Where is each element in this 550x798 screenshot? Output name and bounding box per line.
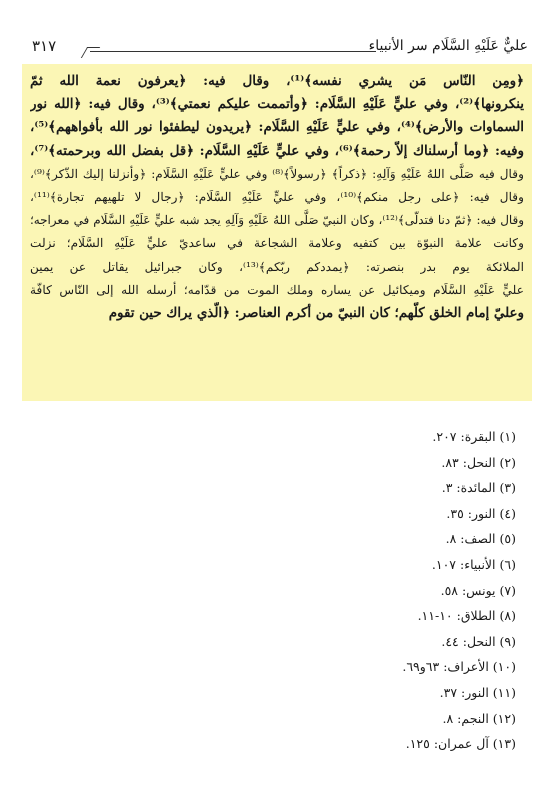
footnote: (١٣) آل عمران: ١٢٥. [405,736,516,752]
header-rule [90,51,376,52]
footnotes-list [216,424,516,757]
text-line: وقال فيه: ﴿على رجل منكم﴾⁽¹⁰⁾، وفي عليٍّ عَلَيْهِ السَّلَام: ﴿رجال لا تلهيهم تجارة﴾⁽¹¹⁾، [30,189,524,204]
footnote: (٦) الأنبياء: ١٠٧. [431,556,516,572]
text-line: وعليّ إمام الخلق كلّهم؛ كان النبيّ من أكرم العناصر: ﴿الّذي يراك حين تقوم [108,304,524,321]
footnote: (٣) المائدة: ٣. [441,480,516,496]
text-line: وفيه: ﴿وما أرسلناك إلاّ رحمة﴾⁽⁶⁾، وفي عليٍّ عَلَيْهِ السَّلَام: ﴿قل بفضل الله وبرحمته﴾⁽⁷⁾، [30,142,524,159]
footnote: (١١) النور: ٣٧. [439,684,516,700]
running-title: عليٌّ عَلَيْهِ السَّلَام سر الأنبياء [368,38,528,54]
text-line: عليٍّ عَلَيْهِ السَّلَام وميكائيل عن يساره وملك الموت من قدّامه؛ أرسله الله إلى النّاس كافّة [30,282,524,297]
footnote: (٥) الصف: ٨. [445,531,516,547]
main-text [30,70,524,325]
footnote: (٧) يونس: ٥٨. [440,582,516,598]
footnote: (٨) الطلاق: ١٠-١١. [417,608,516,624]
running-header [18,38,528,58]
text-line: وقال فيه: ﴿ثمّ دنا فتدلّى﴾⁽¹²⁾، وكان النبيّ صَلَّى اللهُ عَلَيْهِ وَآلِهِ يجد شبه عليٍّ عَلَيْهِ السَّلَام في معراجه؛ [30,213,524,228]
footnote: (١) البقرة: ٢٠٧. [432,429,516,444]
text-line: وكانت علامة النبوّة بين كتفيه وعلامة الشجاعة في ساعديّ عليٍّ عَلَيْهِ السَّلَام؛ نزلت [30,236,524,251]
page-number: ٣١٧ [32,37,57,55]
footnote: (١٠) الأعراف: ٦٣و٦٩. [402,659,516,675]
text-line: وقال فيه صَلَّى اللهُ عَلَيْهِ وَآلِهِ: ﴿ذكراً﴾ ﴿رسولاً﴾⁽⁸⁾ وفي عليٍّ عَلَيْهِ السَّلَام: ﴿وأنزلنا إليك الذّكر﴾⁽⁹⁾، [30,166,524,181]
text-line: الملائكة يوم بدر بنصرته: ﴿يمددكم ربّكم﴾⁽¹³⁾، وكان جبرائيل يقاتل عن يمين [30,259,524,274]
text-line: السماوات والأرض﴾⁽⁴⁾، وفي عليٍّ عَلَيْهِ السَّلَام: ﴿يريدون ليطفئوا نور الله بأفواههم﴾⁽⁵⁾، [30,119,524,136]
text-line: ﴿ومِن النّاس مَن يشري نفسه﴾⁽¹⁾، وقال فيه: ﴿يعرفون نعمة الله ثمّ [30,73,524,89]
footnote: (٩) النحل: ٤٤. [441,633,516,649]
text-line: ينكرونها﴾⁽²⁾، وفي عليٍّ عَلَيْهِ السَّلَام: ﴿وأتممت عليكم نعمتي﴾⁽³⁾، وقال فيه: ﴿الله نور [30,96,524,113]
footnote: (٤) النور: ٣٥. [446,505,516,521]
footnote: (٢) النحل: ٨٣. [441,454,516,470]
footnote: (١٢) النجم: ٨. [442,710,516,726]
